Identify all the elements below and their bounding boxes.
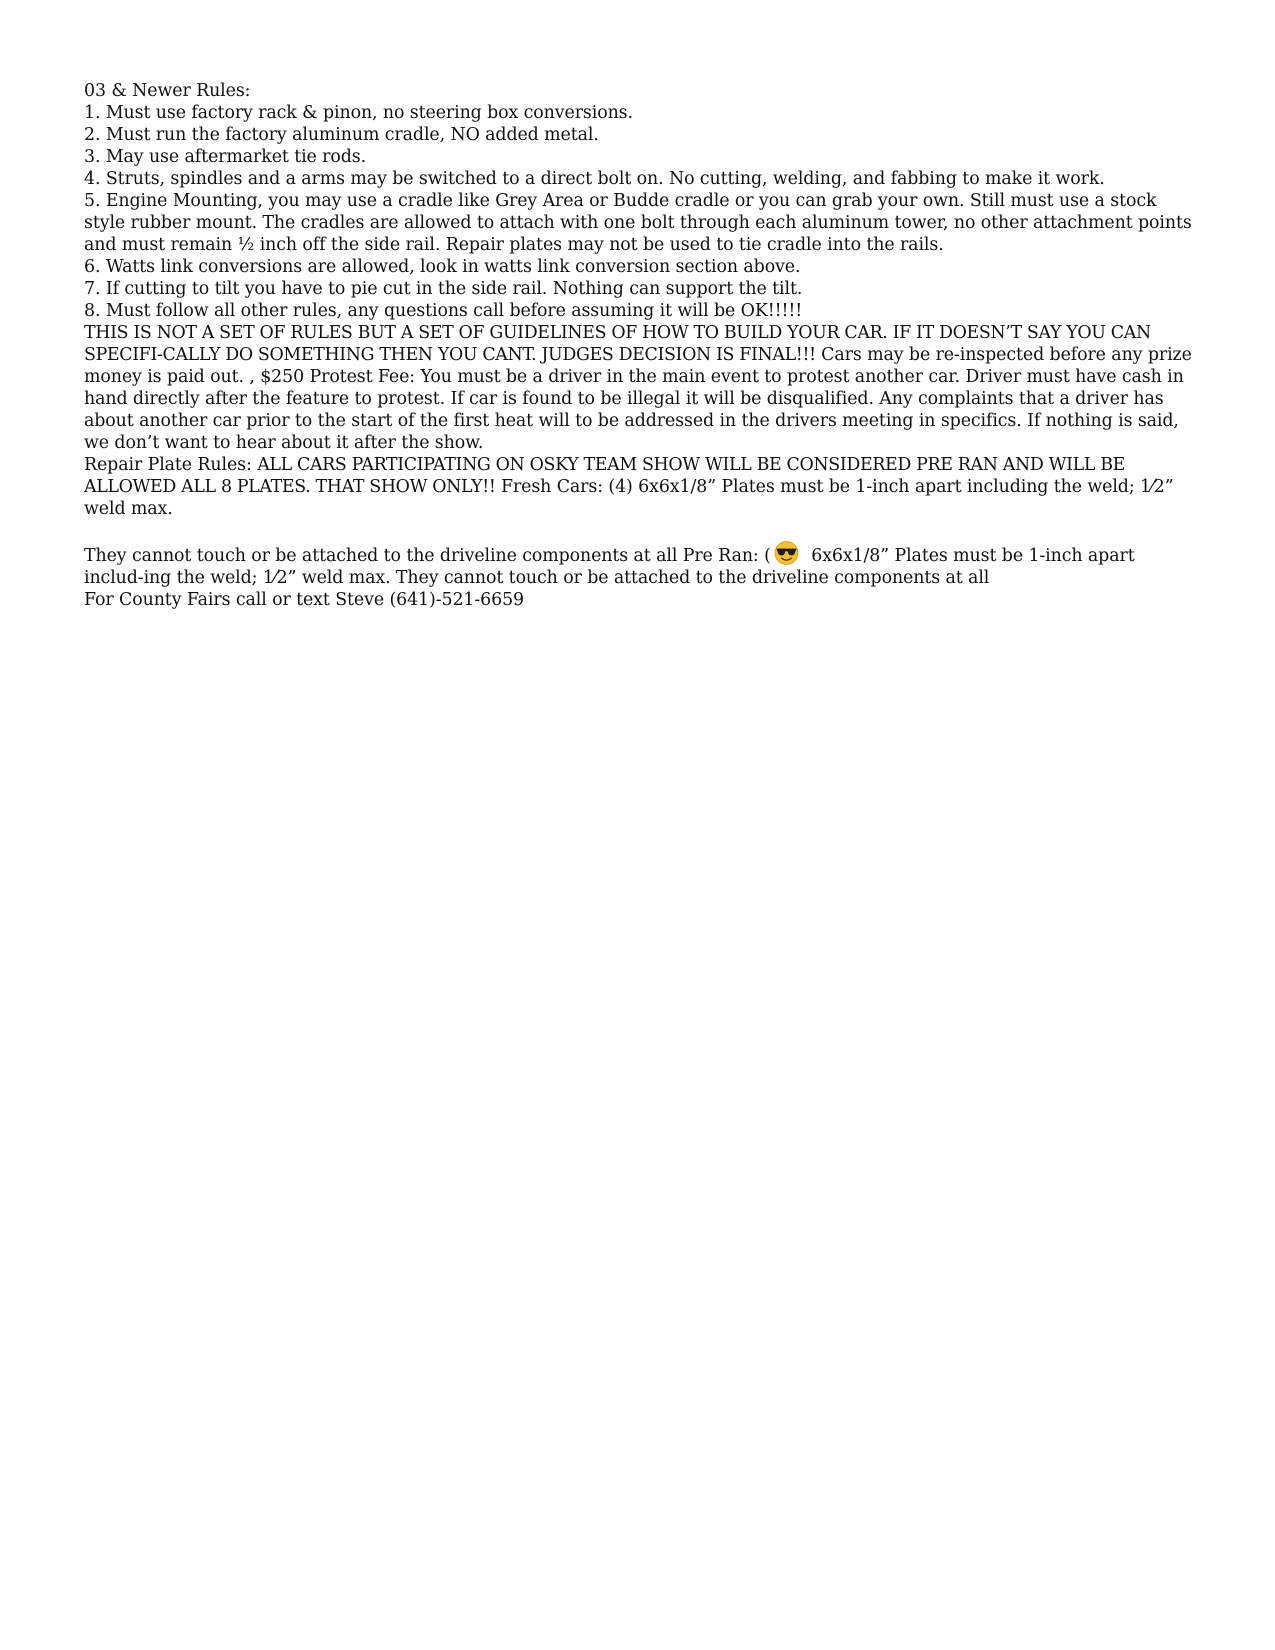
rule-item-3: 3. May use aftermarket tie rods. <box>84 147 367 167</box>
rule-item-6: 6. Watts link conversions are allowed, look in watts link conversion section above. <box>84 257 801 277</box>
rule-item-7: 7. If cutting to tilt you have to pie cut in the side rail. Nothing can support the tilt. <box>84 279 803 299</box>
driveline-paragraph <box>84 540 1194 589</box>
guidelines-paragraph <box>84 322 1194 454</box>
repair-plate-paragraph <box>84 454 1194 520</box>
rules-document <box>84 80 1194 611</box>
guidelines-protest-text: Cars may be re-inspected before any prize money is paid out. , $250 Protest Fee: You must be a driver in the main event to protest another car. Driver must have cash in hand directly after the feature to protest. If car is found to be illegal it will be disqualified. Any complaints that a driver has about another car prior to the start of the first heat will to be addressed in the drivers meeting in specifics. If nothing is said, we don’t want to hear about it after the show. <box>84 345 1192 453</box>
contact-line: For County Fairs call or text Steve (641)-521-6659 <box>84 590 525 610</box>
smiling-face-with-sunglasses-icon <box>773 540 800 565</box>
rule-item-4: 4. Struts, spindles and a arms may be switched to a direct bolt on. No cutting, welding, and fabbing to make it work. <box>84 169 1105 189</box>
repair-plate-fresh-cars: Fresh Cars: (4) 6x6x1/8” Plates must be 1-inch apart including the weld; 1⁄2” weld max. <box>84 477 1174 519</box>
rule-item-1: 1. Must use factory rack & pinon, no steering box conversions. <box>84 103 633 123</box>
rule-item-5: 5. Engine Mounting, you may use a cradle like Grey Area or Budde cradle or you can grab your own. Still must use a stock style rubber mount. The cradles are allowed to attach with one bolt through each aluminum tower, no other attachment points and must remain ½ inch off the side rail. Repair plates may not be used to tie cradle into the rails. <box>84 191 1192 255</box>
rule-item-8: 8. Must follow all other rules, any questions call before assuming it will be OK!!!!! <box>84 301 803 321</box>
rule-item-2: 2. Must run the factory aluminum cradle, NO added metal. <box>84 125 599 145</box>
driveline-text-end: 6x6x1/8” Plates must be 1-inch apart includ-ing the weld; 1⁄2” weld max. They cannot touch or be attached to the driveline components at all <box>84 546 1135 588</box>
paragraph-gap <box>84 520 1194 540</box>
guidelines-disclaimer: THIS IS NOT A SET OF RULES BUT A SET OF GUIDELINES OF HOW TO BUILD YOUR CAR. IF IT DOESN’T SAY YOU CAN SPECIFI-CALLY DO SOMETHING THEN YOU CANT. JUDGES DECISION IS FINAL!!! <box>84 323 1151 365</box>
rules-heading: 03 & Newer Rules: <box>84 81 251 101</box>
repair-plate-osky-rule: ALL CARS PARTICIPATING ON OSKY TEAM SHOW WILL BE CONSIDERED PRE RAN AND WILL BE ALLOWED ALL 8 PLATES. THAT SHOW ONLY!! <box>84 455 1126 497</box>
driveline-text-start: They cannot touch or be attached to the driveline components at all Pre Ran: ( <box>84 546 771 566</box>
repair-plate-label: Repair Plate Rules: <box>84 455 258 475</box>
